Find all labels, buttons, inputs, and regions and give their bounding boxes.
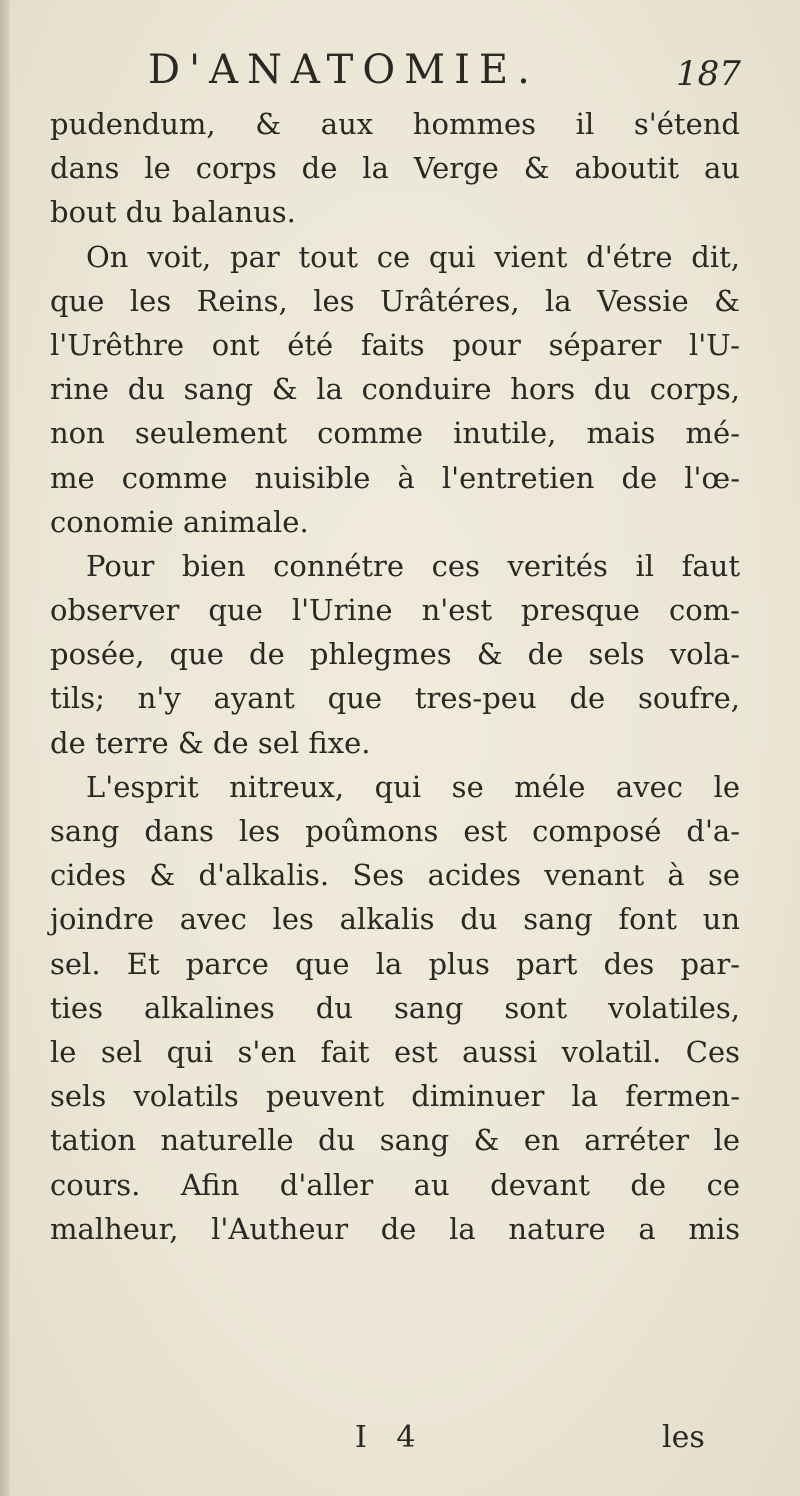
text-line: conomie animale.: [50, 504, 309, 539]
text-line: pudendum, & aux hommes il s'étend: [50, 107, 740, 141]
text-line: malheur, l'Autheur de la nature a mis: [50, 1211, 740, 1246]
text-line: cides & d'alkalis. Ses acides venant à se: [50, 858, 740, 893]
text-line: L'esprit nitreux, qui se méle avec le: [86, 769, 740, 804]
text-line: que les Reins, les Urâtéres, la Vessie &: [50, 283, 740, 318]
signature-mark: I 4: [355, 1420, 426, 1455]
running-head: D'ANATOMIE.: [148, 47, 539, 93]
text-line: sel. Et parce que la plus part des par-: [50, 946, 740, 981]
page-number: 187: [676, 54, 741, 94]
text-line: ties alkalines du sang sont volatiles,: [50, 990, 740, 1025]
text-line: posée, que de phlegmes & de sels vola-: [50, 637, 740, 672]
text-line: me comme nuisible à l'entretien de l'œ-: [50, 460, 740, 495]
text-line: joindre avec les alkalis du sang font un: [50, 902, 740, 937]
text-line: tils; n'y ayant que tres-peu de soufre,: [50, 681, 740, 716]
text-line: On voit, par tout ce qui vient d'étre dit,: [86, 239, 740, 274]
text-line: l'Urêthre ont été faits pour séparer l'U-: [50, 327, 740, 362]
text-line: observer que l'Urine n'est presque com-: [50, 593, 740, 628]
text-line: sang dans les poûmons est composé d'a-: [50, 814, 740, 848]
text-line: Pour bien connétre ces verités il faut: [86, 548, 740, 583]
page-edge-shadow: [0, 0, 10, 1496]
catchword: les: [662, 1420, 705, 1455]
text-line: rine du sang & la conduire hors du corps,: [50, 372, 740, 407]
text-line: cours. Afin d'aller au devant de ce: [50, 1167, 740, 1202]
body-text: [50, 102, 740, 1251]
text-line: tation naturelle du sang & en arréter le: [50, 1123, 740, 1158]
text-line: dans le corps de la Verge & aboutit au: [50, 151, 740, 186]
text-line: le sel qui s'en fait est aussi volatil. Ces: [50, 1034, 740, 1069]
text-line: sels volatils peuvent diminuer la fermen-: [50, 1079, 740, 1114]
text-line: bout du balanus.: [50, 195, 296, 230]
text-line: non seulement comme inutile, mais mé-: [50, 416, 740, 451]
text-line: de terre & de sel fixe.: [50, 725, 371, 760]
